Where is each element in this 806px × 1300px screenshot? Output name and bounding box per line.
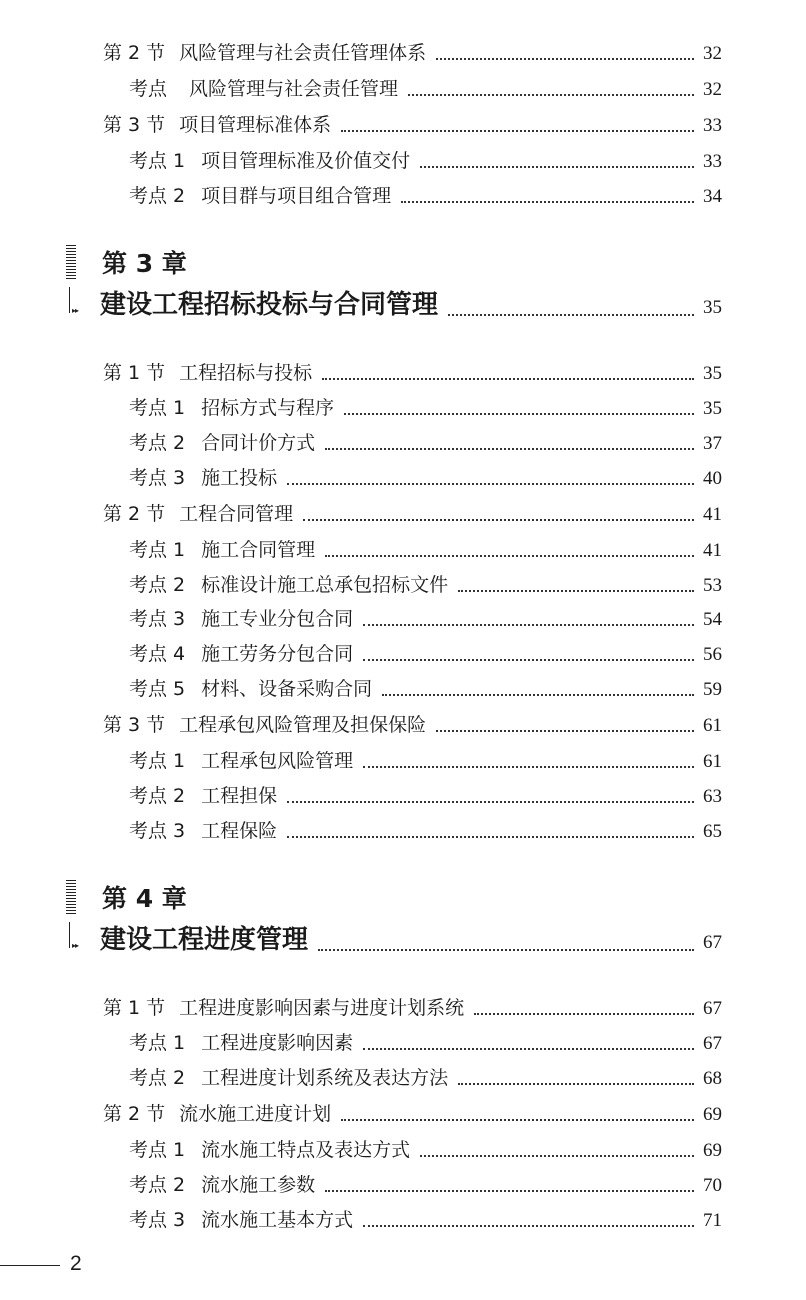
dot-leader [363, 623, 694, 626]
kaodian-title: 标准设计施工总承包招标文件 [201, 574, 449, 596]
chapter-marker-icon [66, 245, 76, 281]
kaodian-title: 工程担保 [201, 785, 278, 807]
page-number: 67 [703, 932, 722, 953]
section-label: 第 2 节 [103, 503, 166, 525]
kaodian-label: 考点 2 [129, 1174, 186, 1196]
page-number: 37 [703, 433, 722, 454]
dot-leader [303, 518, 694, 521]
toc-kaodian-1[interactable] [129, 146, 722, 173]
dot-leader [287, 835, 694, 838]
toc-ch3-kaodian[interactable] [129, 674, 722, 701]
kaodian-label: 考点 1 [129, 539, 186, 561]
footer-rule [0, 1265, 60, 1266]
kaodian-label: 考点 2 [129, 785, 186, 807]
page-number: 35 [703, 297, 722, 318]
toc-ch3-section-2[interactable] [103, 499, 722, 526]
page-number: 61 [703, 751, 722, 772]
kaodian-title: 流水施工基本方式 [201, 1209, 354, 1231]
page-number: 67 [703, 998, 722, 1019]
kaodian-label: 考点 [129, 78, 168, 100]
page-number: 35 [703, 363, 722, 384]
dot-leader [287, 800, 694, 803]
page-number: 71 [703, 1210, 722, 1231]
dot-leader [363, 765, 694, 768]
page-number: 33 [703, 151, 722, 172]
kaodian-title: 流水施工参数 [201, 1174, 316, 1196]
dot-leader [458, 589, 694, 592]
page-number: 41 [703, 540, 722, 561]
chapter-number: 第 3 章 [102, 249, 187, 278]
page-number: 41 [703, 504, 722, 525]
double-arrow-icon: ▸▸ [72, 306, 79, 315]
kaodian-label: 考点 2 [129, 185, 186, 207]
toc-ch4-kaodian[interactable] [129, 1205, 722, 1232]
kaodian-label: 考点 3 [129, 820, 186, 842]
toc-chapter-3[interactable] [100, 284, 722, 321]
dot-leader [382, 693, 694, 696]
toc-ch3-kaodian[interactable] [129, 746, 722, 773]
page-number: 59 [703, 679, 722, 700]
page-number: 69 [703, 1104, 722, 1125]
chapter-title: 建设工程进度管理 [100, 925, 309, 955]
page-number: 63 [703, 786, 722, 807]
kaodian-label: 考点 3 [129, 467, 186, 489]
dot-leader [420, 1154, 694, 1157]
toc-ch4-kaodian[interactable] [129, 1170, 722, 1197]
dot-leader [325, 1189, 694, 1192]
page-number: 69 [703, 1140, 722, 1161]
kaodian-label: 考点 2 [129, 432, 186, 454]
toc-ch4-section-2[interactable] [103, 1099, 722, 1126]
dot-leader [474, 1012, 694, 1015]
dot-leader [420, 165, 694, 168]
dot-leader [325, 447, 694, 450]
chapter-bar [69, 287, 70, 313]
kaodian-title: 施工投标 [201, 467, 278, 489]
toc-ch4-section-1[interactable] [103, 993, 722, 1020]
dot-leader [401, 200, 694, 203]
dot-leader [363, 658, 694, 661]
page-number: 65 [703, 821, 722, 842]
chapter-number: 第 4 章 [102, 884, 187, 913]
toc-ch3-section-1[interactable] [103, 358, 722, 385]
page-number: 61 [703, 715, 722, 736]
kaodian-label: 考点 1 [129, 1139, 186, 1161]
kaodian-title: 风险管理与社会责任管理 [189, 78, 399, 100]
kaodian-title: 流水施工特点及表达方式 [201, 1139, 411, 1161]
page-number: 68 [703, 1068, 722, 1089]
kaodian-title: 材料、设备采购合同 [201, 678, 373, 700]
section-title: 工程招标与投标 [179, 362, 313, 384]
section-label: 第 1 节 [103, 997, 166, 1019]
kaodian-title: 项目管理标准及价值交付 [201, 150, 411, 172]
toc-ch3-kaodian[interactable] [129, 535, 722, 562]
section-title: 工程承包风险管理及担保保险 [179, 714, 427, 736]
kaodian-title: 合同计价方式 [201, 432, 316, 454]
page-number: 35 [703, 398, 722, 419]
dot-leader [318, 948, 694, 951]
section-title: 工程进度影响因素与进度计划系统 [179, 997, 465, 1019]
section-title: 流水施工进度计划 [179, 1103, 332, 1125]
page-number: 40 [703, 468, 722, 489]
kaodian-label: 考点 3 [129, 1209, 186, 1231]
section-label: 第 2 节 [103, 1103, 166, 1125]
kaodian-label: 考点 1 [129, 750, 186, 772]
toc-section-3[interactable] [103, 110, 722, 137]
section-label: 第 2 节 [103, 42, 166, 64]
toc-ch3-kaodian[interactable] [129, 816, 722, 843]
section-title: 工程合同管理 [179, 503, 294, 525]
kaodian-label: 考点 3 [129, 608, 186, 630]
kaodian-label: 考点 1 [129, 150, 186, 172]
toc-ch3-kaodian[interactable] [129, 393, 722, 420]
section-title: 项目管理标准体系 [179, 114, 332, 136]
chapter-bar [69, 922, 70, 948]
dot-leader [325, 554, 694, 557]
toc-ch3-kaodian[interactable] [129, 781, 722, 808]
kaodian-label: 考点 1 [129, 397, 186, 419]
page-number: 32 [703, 43, 722, 64]
toc-ch4-kaodian[interactable] [129, 1028, 722, 1055]
toc-ch3-kaodian[interactable] [129, 428, 722, 455]
section-title: 风险管理与社会责任管理体系 [179, 42, 427, 64]
kaodian-title: 施工专业分包合同 [201, 608, 354, 630]
kaodian-label: 考点 1 [129, 1032, 186, 1054]
page-number: 56 [703, 644, 722, 665]
toc-kaodian-2[interactable] [129, 181, 722, 208]
dot-leader [448, 313, 694, 316]
kaodian-title: 招标方式与程序 [201, 397, 335, 419]
kaodian-label: 考点 2 [129, 574, 186, 596]
page-number: 70 [703, 1175, 722, 1196]
dot-leader [408, 93, 694, 96]
dot-leader [363, 1047, 694, 1050]
toc-ch4-kaodian[interactable] [129, 1063, 722, 1090]
toc-ch3-section-3[interactable] [103, 710, 722, 737]
dot-leader [436, 729, 694, 732]
kaodian-title: 工程进度影响因素 [201, 1032, 354, 1054]
dot-leader [341, 129, 694, 132]
chapter-title: 建设工程招标投标与合同管理 [100, 290, 439, 320]
toc-ch3-kaodian[interactable] [129, 604, 722, 631]
dot-leader [344, 412, 694, 415]
dot-leader [458, 1082, 694, 1085]
page-number: 33 [703, 115, 722, 136]
kaodian-title: 工程进度计划系统及表达方法 [201, 1067, 449, 1089]
toc-ch4-kaodian[interactable] [129, 1135, 722, 1162]
dot-leader [341, 1118, 694, 1121]
toc-chapter-4[interactable] [100, 919, 722, 956]
dot-leader [436, 57, 694, 60]
double-arrow-icon: ▸▸ [72, 941, 79, 950]
kaodian-title: 工程承包风险管理 [201, 750, 354, 772]
toc-ch3-kaodian[interactable] [129, 570, 722, 597]
page-number: 54 [703, 609, 722, 630]
kaodian-title: 施工劳务分包合同 [201, 643, 354, 665]
toc-ch3-kaodian[interactable] [129, 463, 722, 490]
dot-leader [363, 1224, 694, 1227]
section-label: 第 3 节 [103, 714, 166, 736]
kaodian-label: 考点 4 [129, 643, 186, 665]
toc-kaodian[interactable] [129, 74, 722, 101]
dot-leader [287, 482, 694, 485]
toc-section-2[interactable] [103, 38, 722, 65]
page-number: 53 [703, 575, 722, 596]
toc-ch3-kaodian[interactable] [129, 639, 722, 666]
kaodian-title: 项目群与项目组合管理 [201, 185, 392, 207]
chapter-marker-icon [66, 880, 76, 916]
kaodian-title: 施工合同管理 [201, 539, 316, 561]
page-number: 32 [703, 79, 722, 100]
kaodian-title: 工程保险 [201, 820, 278, 842]
kaodian-label: 考点 2 [129, 1067, 186, 1089]
section-label: 第 3 节 [103, 114, 166, 136]
section-label: 第 1 节 [103, 362, 166, 384]
page-number: 34 [703, 186, 722, 207]
kaodian-label: 考点 5 [129, 678, 186, 700]
page-number: 67 [703, 1033, 722, 1054]
dot-leader [322, 377, 694, 380]
footer-page-number: 2 [70, 1252, 82, 1275]
